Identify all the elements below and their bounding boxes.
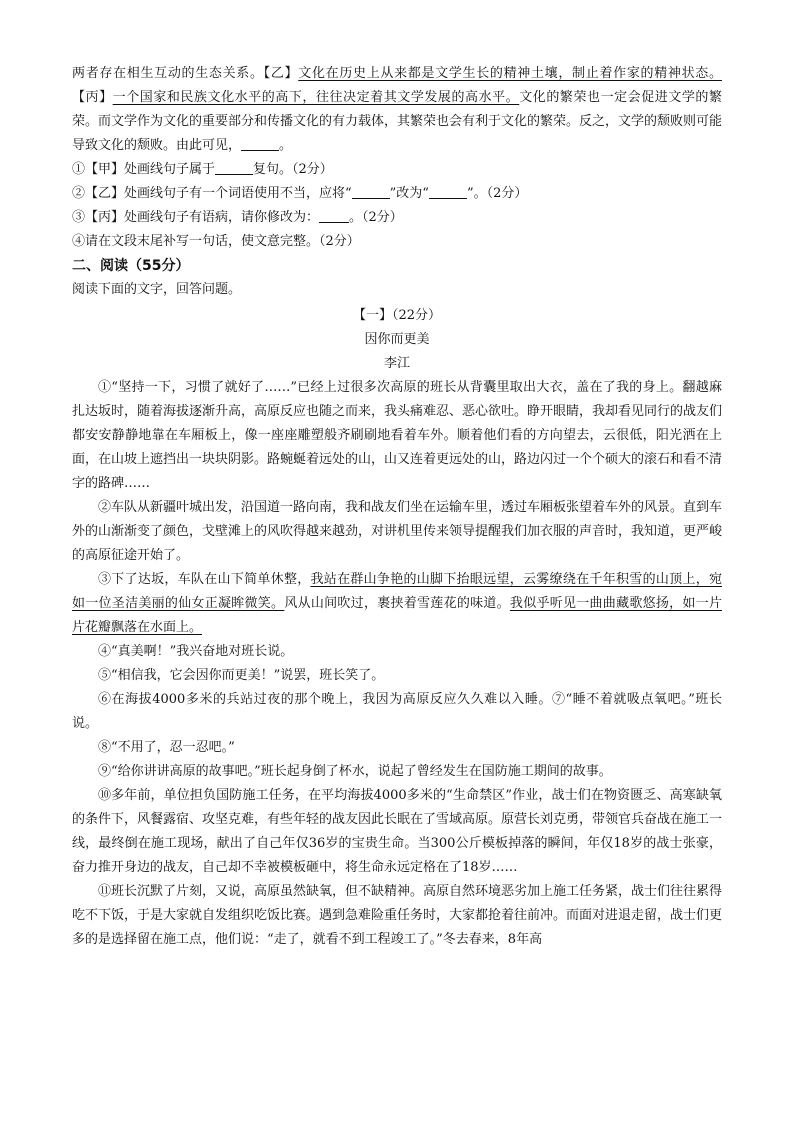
question-text: 。（2分） [349,210,403,225]
paragraph-text: ③下了达坂，车队在山下简单休整， [98,572,311,587]
question-text: ②【乙】处画线句子有一个词语使用不当，应将“ [72,186,352,201]
answer-blank[interactable] [429,184,467,199]
article-paragraph: ⑩多年前，单位担负国防施工任务，在平均海拔4000多米的“生命禁区”作业，战士们在物资匮乏、高寒缺氧的条件下，风餐露宿、攻坚克难，有些年轻的战友因此长眠在了雪域高原。原营长刘克勇，带领官兵奋战在施工一线，最终倒在施工现场，献出了自己年仅36岁的宝贵生命。当300公斤模板掉落的瞬间，年仅18岁的战士张豪，奋力推开身边的战友，自己却不幸被模板砸中，将生命永远定格在了18岁…… [72,788,723,875]
article-paragraph: ⑧“不用了，忍一忍吧。” [98,740,235,755]
intro-paragraph [72,62,722,158]
question-text: ”。（2分） [466,186,528,201]
underlined-sentence: 我站在群山争艳的山脚下抬眼远望，云雾缭绕在千年积雪的山顶上，宛如一位圣洁美丽的仙女正凝眸微笑。 [72,572,722,611]
section-instruction: 阅读下面的文字，回答问题。 [72,282,242,297]
article-paragraph: ④“真美啊！”我兴奋地对班长说。 [98,644,294,659]
article-paragraph: ①“坚持一下，习惯了就好了……”已经上过很多次高原的班长从背囊里取出大衣，盖在了我的身上。翻越麻扎达坂时，随着海拔逐渐升高，高原反应也随之而来，我头痛难忍、恶心欲吐。睁开眼睛，我却看见同行的战友们都安安静静地靠在车厢板上，像一座座雕塑般齐刷刷地看着车外。顺着他们看的方向望去，云很低，阳光洒在上面，在山坡上遮挡出一块块阴影。路蜿蜒着远处的山，山又连着更远处的山，路边闪过一个个硕大的滚石和看不清字的路碑…… [72,380,723,491]
article-paragraph: ⑨“给你讲讲高原的故事吧。”班长起身倒了杯水，说起了曾经发生在国防施工期间的故事。 [98,764,612,779]
answer-blank[interactable] [352,184,390,199]
question-3 [72,206,722,230]
article-title: 因你而更美 [364,332,430,347]
intro-text: 两者存在相生互动的生态关系。 [72,66,264,81]
article-paragraph: ⑪班长沉默了片刻，又说，高原虽然缺氧，但不缺精神。高原自然环境恶劣加上施工任务紧，战士们往往累得吃不下饭，于是大家就自发组织吃饭比赛。遇到急难险重任务时，大家都抢着往前冲。而面对进退走留，战士们更多的是选择留在施工点，他们说：“走了，就看不到工程竣工了。”冬去春来，8年高 [72,884,723,947]
answer-blank[interactable] [319,208,349,223]
tag-yi: 【乙】 [263,66,299,81]
tag-bing: 【丙】 [72,90,113,105]
article-paragraph-3 [72,568,722,640]
article-author: 李江 [383,356,410,371]
question-4 [72,230,722,254]
answer-blank[interactable] [215,160,253,175]
intro-text-rest: 文化的繁荣也一定会促进文学的繁荣。而文学作为文化的重要部分和传播文化的有力载体，其繁荣也会有利于文化的繁荣。反之，文学的颓败则可能导致文化的颓败。由此可见， [72,90,723,153]
article-paragraph: ⑥在海拔4000多米的兵站过夜的那个晚上，我因为高原反应久久难以入睡。⑦“睡不着就吸点氧吧。”班长说。 [72,692,722,731]
article-paragraph: ⑤“相信我，它会因你而更美！”说罢，班长笑了。 [98,668,385,683]
question-text: ③【丙】处画线句子有语病，请你修改为： [72,210,320,225]
question-text: ”改为“ [389,186,429,201]
article-paragraph: ②车队从新疆叶城出发，沿国道一路向南，我和战友们坐在运输车里，透过车厢板张望着车外的风景。直到车外的山渐渐变了颜色，戈壁滩上的风吹得越来越劲，对讲机里传来领导提醒我们加衣服的声音时，我知道，更严峻的高原征途开始了。 [72,500,723,563]
answer-blank[interactable] [241,136,279,151]
question-1 [72,158,722,182]
underlined-sentence-bing: 一个国家和民族文化水平的高下，往往决定着其文学发展的高水平。 [112,90,520,105]
underlined-sentence: 我似乎听见一曲曲藏歌悠扬，如一片片花瓣飘落在水面上。 [72,596,722,635]
question-text: ④请在文段末尾补写一句话，使文意完整。（2分） [72,234,360,249]
question-2 [72,182,722,206]
document-page [72,62,722,952]
article-part-label: 【一】（22分） [352,308,442,323]
intro-end: 。 [279,138,293,153]
question-text: 复句。（2分） [253,162,333,177]
underlined-sentence-yi: 文化在历史上从来都是文学生长的精神土壤，制止着作家的精神状态。 [298,66,722,81]
section-heading: 二、阅读（55分） [72,258,190,274]
paragraph-text: 风从山间吹过，裹挟着雪莲花的味道。 [284,596,510,611]
question-text: ①【甲】处画线句子属于 [72,162,216,177]
